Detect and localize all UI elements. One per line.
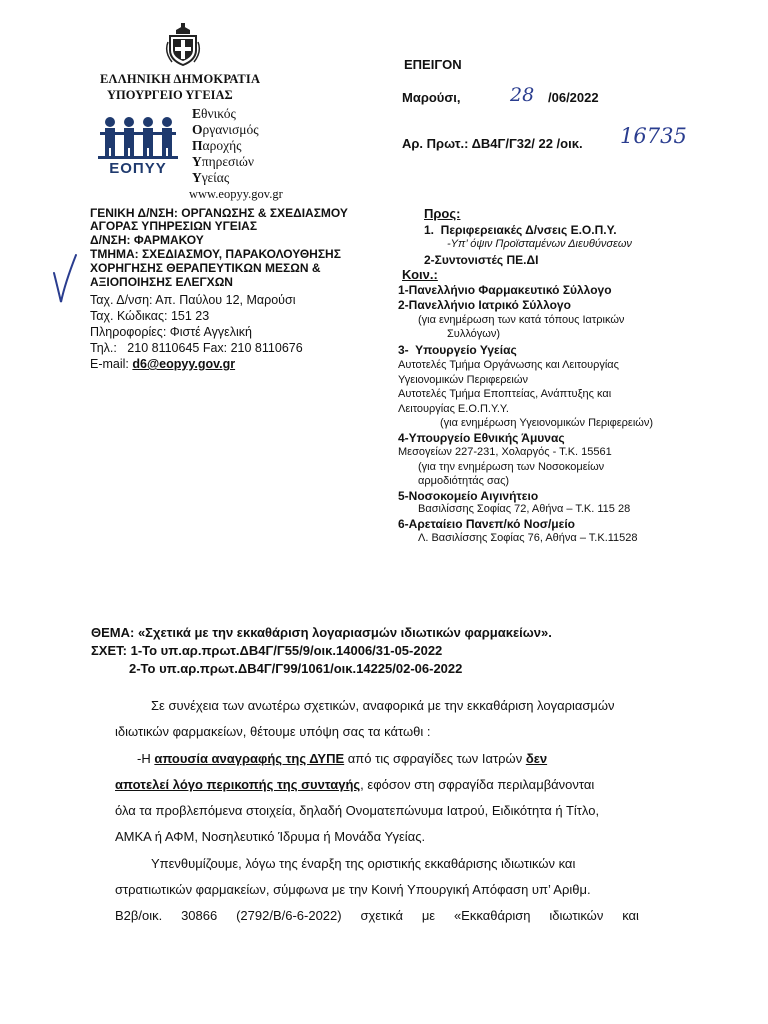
recipient-to-1-note: -Υπ’ όψιν Προϊσταμένων Διευθύνσεων [447, 238, 632, 250]
word: (2792/Β/6-6-2022) [236, 908, 342, 923]
body-paragraph-2-line: όλα τα προβλεπόμενα στοιχεία, δηλαδή Ονοματεπώνυμα Ιατρού, Ειδικότητα ή Τίτλο, [115, 803, 600, 818]
recipient-cc-4-note: αρμοδιότητάς σας) [418, 475, 510, 487]
recipient-cc-3-line: Αυτοτελές Τμήμα Οργάνωσης και Λειτουργίας [398, 359, 619, 371]
recipient-cc-3-line: Λειτουργίας Ε.Ο.Π.Υ.Υ. [398, 403, 509, 415]
recipient-cc-3-line: Αυτοτελές Τμήμα Εποπτείας, Ανάπτυξης και [398, 388, 612, 400]
recipient-cc-1: 1-Πανελλήνιο Φαρμακευτικό Σύλλογο [398, 283, 612, 297]
org-name-line: Παροχής [192, 138, 242, 153]
org-name-line: Υγείας [192, 170, 230, 185]
recipient-cc-5-address: Βασιλίσσης Σοφίας 72, Αθήνα – Τ.Κ. 115 28 [418, 503, 631, 515]
body-paragraph-1-line: Σε συνέχεια των ανωτέρω σχετικών, αναφορικά με την εκκαθάριση λογαριασμών [151, 698, 615, 713]
recipient-to-1: 1. Περιφερειακές Δ/νσεις Ε.Ο.Π.Υ. [424, 223, 617, 237]
website-url[interactable]: www.eopyy.gov.gr [189, 187, 283, 201]
word: με [421, 908, 436, 923]
recipient-cc-5: 5-Νοσοκομείο Αιγινήτειο [398, 489, 539, 503]
word: «Εκκαθάριση [453, 908, 531, 923]
date-line [402, 84, 599, 106]
date-month-year: /06/2022 [548, 90, 599, 105]
recipient-cc-4-address: Μεσογείων 227-231, Χολαργός - Τ.Κ. 15561 [398, 446, 612, 458]
contact-phone: Τηλ.: 210 8110645 Fax: 210 8110676 [90, 341, 303, 355]
recipient-cc-6: 6-Αρεταίειο Πανεπ/κό Νοσ/μείο [398, 517, 576, 531]
body-paragraph-3-line: Υπενθυμίζουμε, λόγω της έναρξη της οριστικής εκκαθάρισης ιδιωτικών και [151, 856, 576, 871]
word: σχετικά [360, 908, 403, 923]
body-paragraph-3-line: στρατιωτικών φαρμακείων, σύμφωνα με την Κοινή Υπουργική Απόφαση υπ’ Αριθμ. [115, 882, 591, 897]
department-line: ΧΟΡΗΓΗΣΗΣ ΘΕΡΑΠΕΥΤΙΚΩΝ ΜΕΣΩΝ & [90, 261, 321, 275]
protocol-number-label: Αρ. Πρωτ.: ΔΒ4Γ/Γ32/ 22 /οικ. [402, 136, 583, 151]
handwritten-check-mark [52, 253, 78, 305]
department-line: ΑΓΟΡΑΣ ΥΠΗΡΕΣΙΩΝ ΥΓΕΙΑΣ [90, 219, 258, 233]
word: Β2β/οικ. [115, 908, 163, 923]
recipient-cc-3: 3- Υπουργείο Υγείας [398, 343, 517, 357]
recipient-cc-6-address: Λ. Βασιλίσσης Σοφίας 76, Αθήνα – Τ.Κ.11528 [418, 532, 638, 544]
body-paragraph-2-line: ΑΜΚΑ ή ΑΦΜ, Νοσηλευτικό Ίδρυμα ή Μονάδα Υγείας. [115, 829, 426, 844]
org-name-line: Εθνικός [192, 106, 236, 121]
cc-label: Κοιν.: [402, 267, 438, 282]
department-line: ΤΜΗΜΑ: ΣΧΕΔΙΑΣΜΟΥ, ΠΑΡΑΚΟΛΟΥΘΗΣΗΣ [90, 247, 341, 261]
word: 30866 [181, 908, 218, 923]
ministry-heading: ΥΠΟΥΡΓΕΙΟ ΥΓΕΙΑΣ [107, 88, 233, 102]
subject-line: ΘΕΜΑ: «Σχετικά με την εκκαθάριση λογαριασμών ιδιωτικών φαρμακείων». [91, 625, 552, 640]
department-line: ΑΞΙΟΠΟΙΗΣΗΣ ΕΛΕΓΧΩΝ [90, 275, 233, 289]
to-label: Προς: [424, 206, 461, 221]
contact-email-line [90, 356, 235, 372]
department-line: ΓΕΝΙΚΗ Δ/ΝΣΗ: ΟΡΓΑΝΩΣΗΣ & ΣΧΕΔΙΑΣΜΟΥ [90, 206, 348, 220]
recipient-cc-4: 4-Υπουργείο Εθνικής Άμυνας [398, 431, 565, 445]
emphasis-no-cut: αποτελεί λόγο περικοπής της συνταγής [115, 777, 361, 792]
email-link[interactable]: d6@eopyy.gov.gr [132, 357, 236, 371]
word: ιδιωτικών [549, 908, 604, 923]
reference-1: ΣΧΕΤ: 1-Το υπ.αρ.πρωτ.ΔΒ4Γ/Γ55/9/οικ.14006/31-05-2022 [91, 643, 443, 658]
recipient-cc-3-note: (για ενημέρωση Υγειονομικών Περιφερειών) [440, 417, 654, 429]
word: και [622, 908, 639, 923]
date-place: Μαρούσι, [402, 90, 461, 105]
recipient-cc-3-line: Υγειονομικών Περιφερειών [398, 374, 528, 386]
eopyy-logo [98, 116, 178, 178]
email-label: E-mail: [90, 357, 133, 371]
department-line: Δ/ΝΣΗ: ΦΑΡΜΑΚΟΥ [90, 233, 204, 247]
recipient-cc-2: 2-Πανελλήνιο Ιατρικό Σύλλογο [398, 298, 571, 312]
contact-person: Πληροφορίες: Φιστέ Αγγελική [90, 325, 252, 339]
body-paragraph-1-line: ιδιωτικών φαρμακείων, θέτουμε υπόψη σας τα κάτωθι : [115, 724, 431, 739]
body-paragraph-2-line: αποτελεί λόγο περικοπής της συνταγής, εφόσον στη σφραγίδα περιλαμβάνονται [115, 777, 595, 792]
body-paragraph-3-line [115, 908, 639, 923]
greek-coat-of-arms-icon [164, 22, 202, 66]
logo-text: ΕΟΠΥΥ [109, 160, 167, 177]
emphasis-absence: απουσία αναγραφής της ΔΥΠΕ [154, 751, 345, 766]
republic-heading: ΕΛΛΗΝΙΚΗ ΔΗΜΟΚΡΑΤΙΑ [100, 72, 261, 86]
contact-address: Ταχ. Δ/νση: Απ. Παύλου 12, Μαρούσι [90, 293, 296, 307]
handwritten-date-day: 28 [510, 84, 535, 106]
recipient-cc-2-note: Συλλόγων) [447, 328, 501, 340]
emphasis-not: δεν [525, 751, 548, 766]
contact-postcode: Ταχ. Κώδικας: 151 23 [90, 309, 210, 323]
recipient-to-2: 2-Συντονιστές ΠΕ.ΔΙ [424, 253, 539, 267]
reference-2: 2-Το υπ.αρ.πρωτ.ΔΒ4Γ/Γ99/1061/οικ.14225/02-06-2022 [129, 661, 463, 676]
org-name-line: Οργανισμός [192, 122, 259, 137]
urgent-label: ΕΠΕΙΓΟΝ [404, 57, 462, 72]
org-name-line: Υπηρεσιών [192, 154, 254, 169]
recipient-cc-4-note: (για την ενημέρωση των Νοσοκομείων [418, 461, 605, 473]
body-paragraph-2-line: -Η απουσία αναγραφής της ΔΥΠΕ από τις σφραγίδες των Ιατρών δεν [137, 751, 548, 766]
people-logo-icon [98, 116, 178, 160]
recipient-cc-2-note: (για ενημέρωση των κατά τόπους Ιατρικών [418, 314, 625, 326]
handwritten-protocol-number: 16735 [620, 124, 687, 148]
